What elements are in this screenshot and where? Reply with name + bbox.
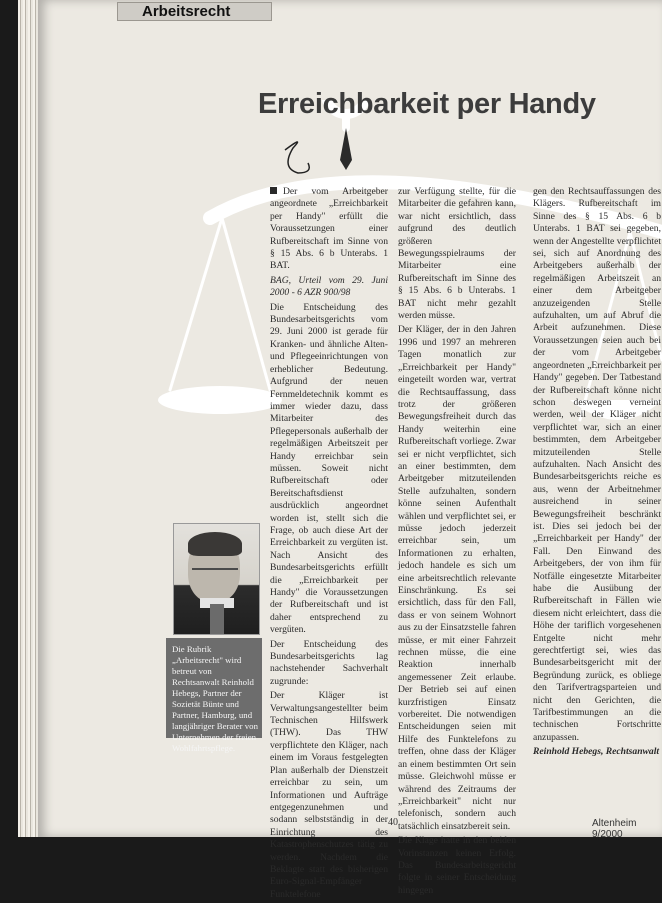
photo-hair [188, 532, 242, 556]
photo-glasses [192, 568, 238, 580]
article-title: Erreichbarkeit per Handy [258, 88, 596, 120]
page-number: 40 [388, 817, 398, 828]
paragraph: Der Kläger ist Verwaltungsangestellter beim Technischen Hilfswerk (THW). Das THW verpflichtete den Kläger, nach einem im Voraus festgelegten Plan außerhalb der Dienstzeit erreichbar zu sein, um Informationen und Aufträge entgegenzunehmen und sodann selbstständig in der Einrichtung des Katastrophenschutzes tätig zu werden. Nachdem die Beklagte statt des bisherigen Euro-Signal-Empfänger Funktelefone [270, 690, 388, 900]
paragraph: Die Entscheidung des Bundesarbeitsgerichts vom 29. Juni 2000 ist gerade für Kranken- und ähnliche Alten- und Pflegeeinrichtungen von erheblicher Bedeutung. Aufgrund der neuen Fernmeldetechnik kommt es immer wieder dazu, dass Mitarbeiter des Pflegepersonals außerhalb der regelmäßigen Arbeitszeit per Handy erreichbar sein müssen. Soweit nicht Rufbereitschaft oder Bereitschaftsdienst ausdrücklich angeordnet worden ist, stellt sich die Frage, ob auch diese Art der Erreichbarkeit zu vergüten ist. Nach Ansicht des Bundesarbeitsgerichts erfüllt die „Erreichbarkeit per Handy" die Voraussetzungen der Rufbereitschaft und ist daher entsprechend zu vergüten. [270, 301, 388, 636]
text-column-1 [270, 186, 388, 903]
paragraph: Der Entscheidung des Bundesarbeitsgerichts lag nachstehender Sachverhalt zugrunde: [270, 638, 388, 687]
author-signature: Reinhold Hebegs, Rechtsanwalt [533, 746, 660, 758]
text-column-2 [398, 186, 516, 899]
paragraph: zur Verfügung stellte, für die Mitarbeiter die gefahren kann, war nicht ersichtlich, dass aufgrund des deutlich größeren Bewegungsspielraums der Mitarbeiter eine Rufbereitschaft im Sinne des § 15 Abs. 6 b Unterabs. 1 BAT nicht mehr gezahlt werden müsse. [398, 186, 516, 322]
summary-text: Der vom Arbeitgeber angeordnete „Erreichbarkeit per Handy" erfüllt die Voraussetzungen einer Rufbereitschaft im Sinne von § 15 Abs. 6 b Unterabs. 1 BAT. [270, 186, 388, 272]
bullet-square-icon [270, 187, 277, 194]
paragraph: Der Kläger, der in den Jahren 1996 und 1997 an mehreren Tagen monatlich zur „Erreichbarkeit per Handy" eingeteilt worden war, vertrat die Rechtsauffassung, dass trotz der größeren Bewegungsfreiheit durch das Handy weiterhin eine Rufbereitschaft vorliege. Zwar sei er nicht verpflichtet, sich an einer bestimmten, dem Arbeitgeber mitzuteilenden Stelle aufzuhalten, sondern könne seinen Aufenthalt wählen und verpflichtet sei, er müsse jedoch jederzeit erreichbar sein, um Informationen zu erhalten, jedoch handele es sich um eine arbeitsrechtlich relevante Einschränkung. Es sei ersichtlich, dass für den Fall, dass er von seinem Wohnort aus zu der Einsatzstelle fahren müsse, er mit einer Fahrzeit rechnen müsse, die eine Reaktion innerhalb angemessener Zeit erlaube. Der Betrieb sei auf einen kurzfristigen Einsatz vorbereitet. Die notwendigen Entscheidungen seien mit Hilfe des Funktelefons zu treffen, ohne dass der Kläger an einem bestimmten Ort sein müsse. Gleichwohl müsse er während des Zeitraums der „Erreichbarkeit" nicht nur telefonisch, sondern auch tatsächlich einsatzbereit sein. [398, 324, 517, 832]
text-column-3 [533, 186, 661, 761]
citation: BAG, Urteil vom 29. Juni 2000 - 6 AZR 900/98 [270, 274, 388, 299]
section-tag: Arbeitsrecht [117, 2, 272, 21]
paragraph: Die Klage hatte in den beiden Vorinstanzen keinen Erfolg. Das Bundesarbeitsgericht folgte in seiner Entscheidung hingegen [398, 835, 516, 896]
author-photo [173, 523, 260, 635]
journal-issue: Altenheim 9/2000 [592, 818, 637, 840]
author-caption-box: Die Rubrik „Arbeitsrecht" wird betreut von Rechtsanwalt Reinhold Hebegs, Partner der Sozietät Bünte und Partner, Hamburg, und langjähriger Berater von Unternehmen der freien Wohlfahrtspflege. [166, 638, 262, 738]
paragraph: gen den Rechtsauffassungen des Klägers. Rufbereitschaft im Sinne des § 15 Abs. 6 b Unterabs. 1 BAT sei gegeben, wenn der Angestellte verpflichtet sei, sich auf Anordnung des Arbeitgebers außerhalb der regelmäßigen Arbeitszeit an einer dem Arbeitgeber anzuzeigenden Stelle aufzuhalten, um auf Abruf die Arbeit aufzunehmen. Diese Voraussetzungen seien auch bei der vom Arbeitgeber angeordneten „Erreichbarkeit per Handy" gegeben. Der Tatbestand der Rufbereitschaft könne nicht schon deswegen verneint werden, weil der Kläger nicht verpflichtet war, sich an einer bestimmten, dem Arbeitgeber mitzuteilenden Stelle aufzuhalten. Nach Ansicht des Bundesarbeitsgerichts reiche es aus, wenn der Arbeitnehmer ausreichend in seiner Bewegungsfreiheit beschränkt ist. Dies sei jedoch bei der „Erreichbarkeit per Handy" der Fall. Den Einwand des Arbeitgebers, der von ihm für Notfälle eingesetzte Mitarbeiter habe die Ausübung der Rufbereitschaft in Fällen wie diesem nicht erleichtert, dass die Höhe der tariflich vorgesehenen Entgelte nicht mehr gerechtfertigt sei, wies das Bundesarbeitsgericht mit der Begründung zurück, es obliege den Tarifvertragsparteien und nicht den Gerichten, die Tarifbestimmungen an die technischen Fortschritte anzupassen. [533, 186, 661, 743]
photo-tie [210, 604, 224, 634]
